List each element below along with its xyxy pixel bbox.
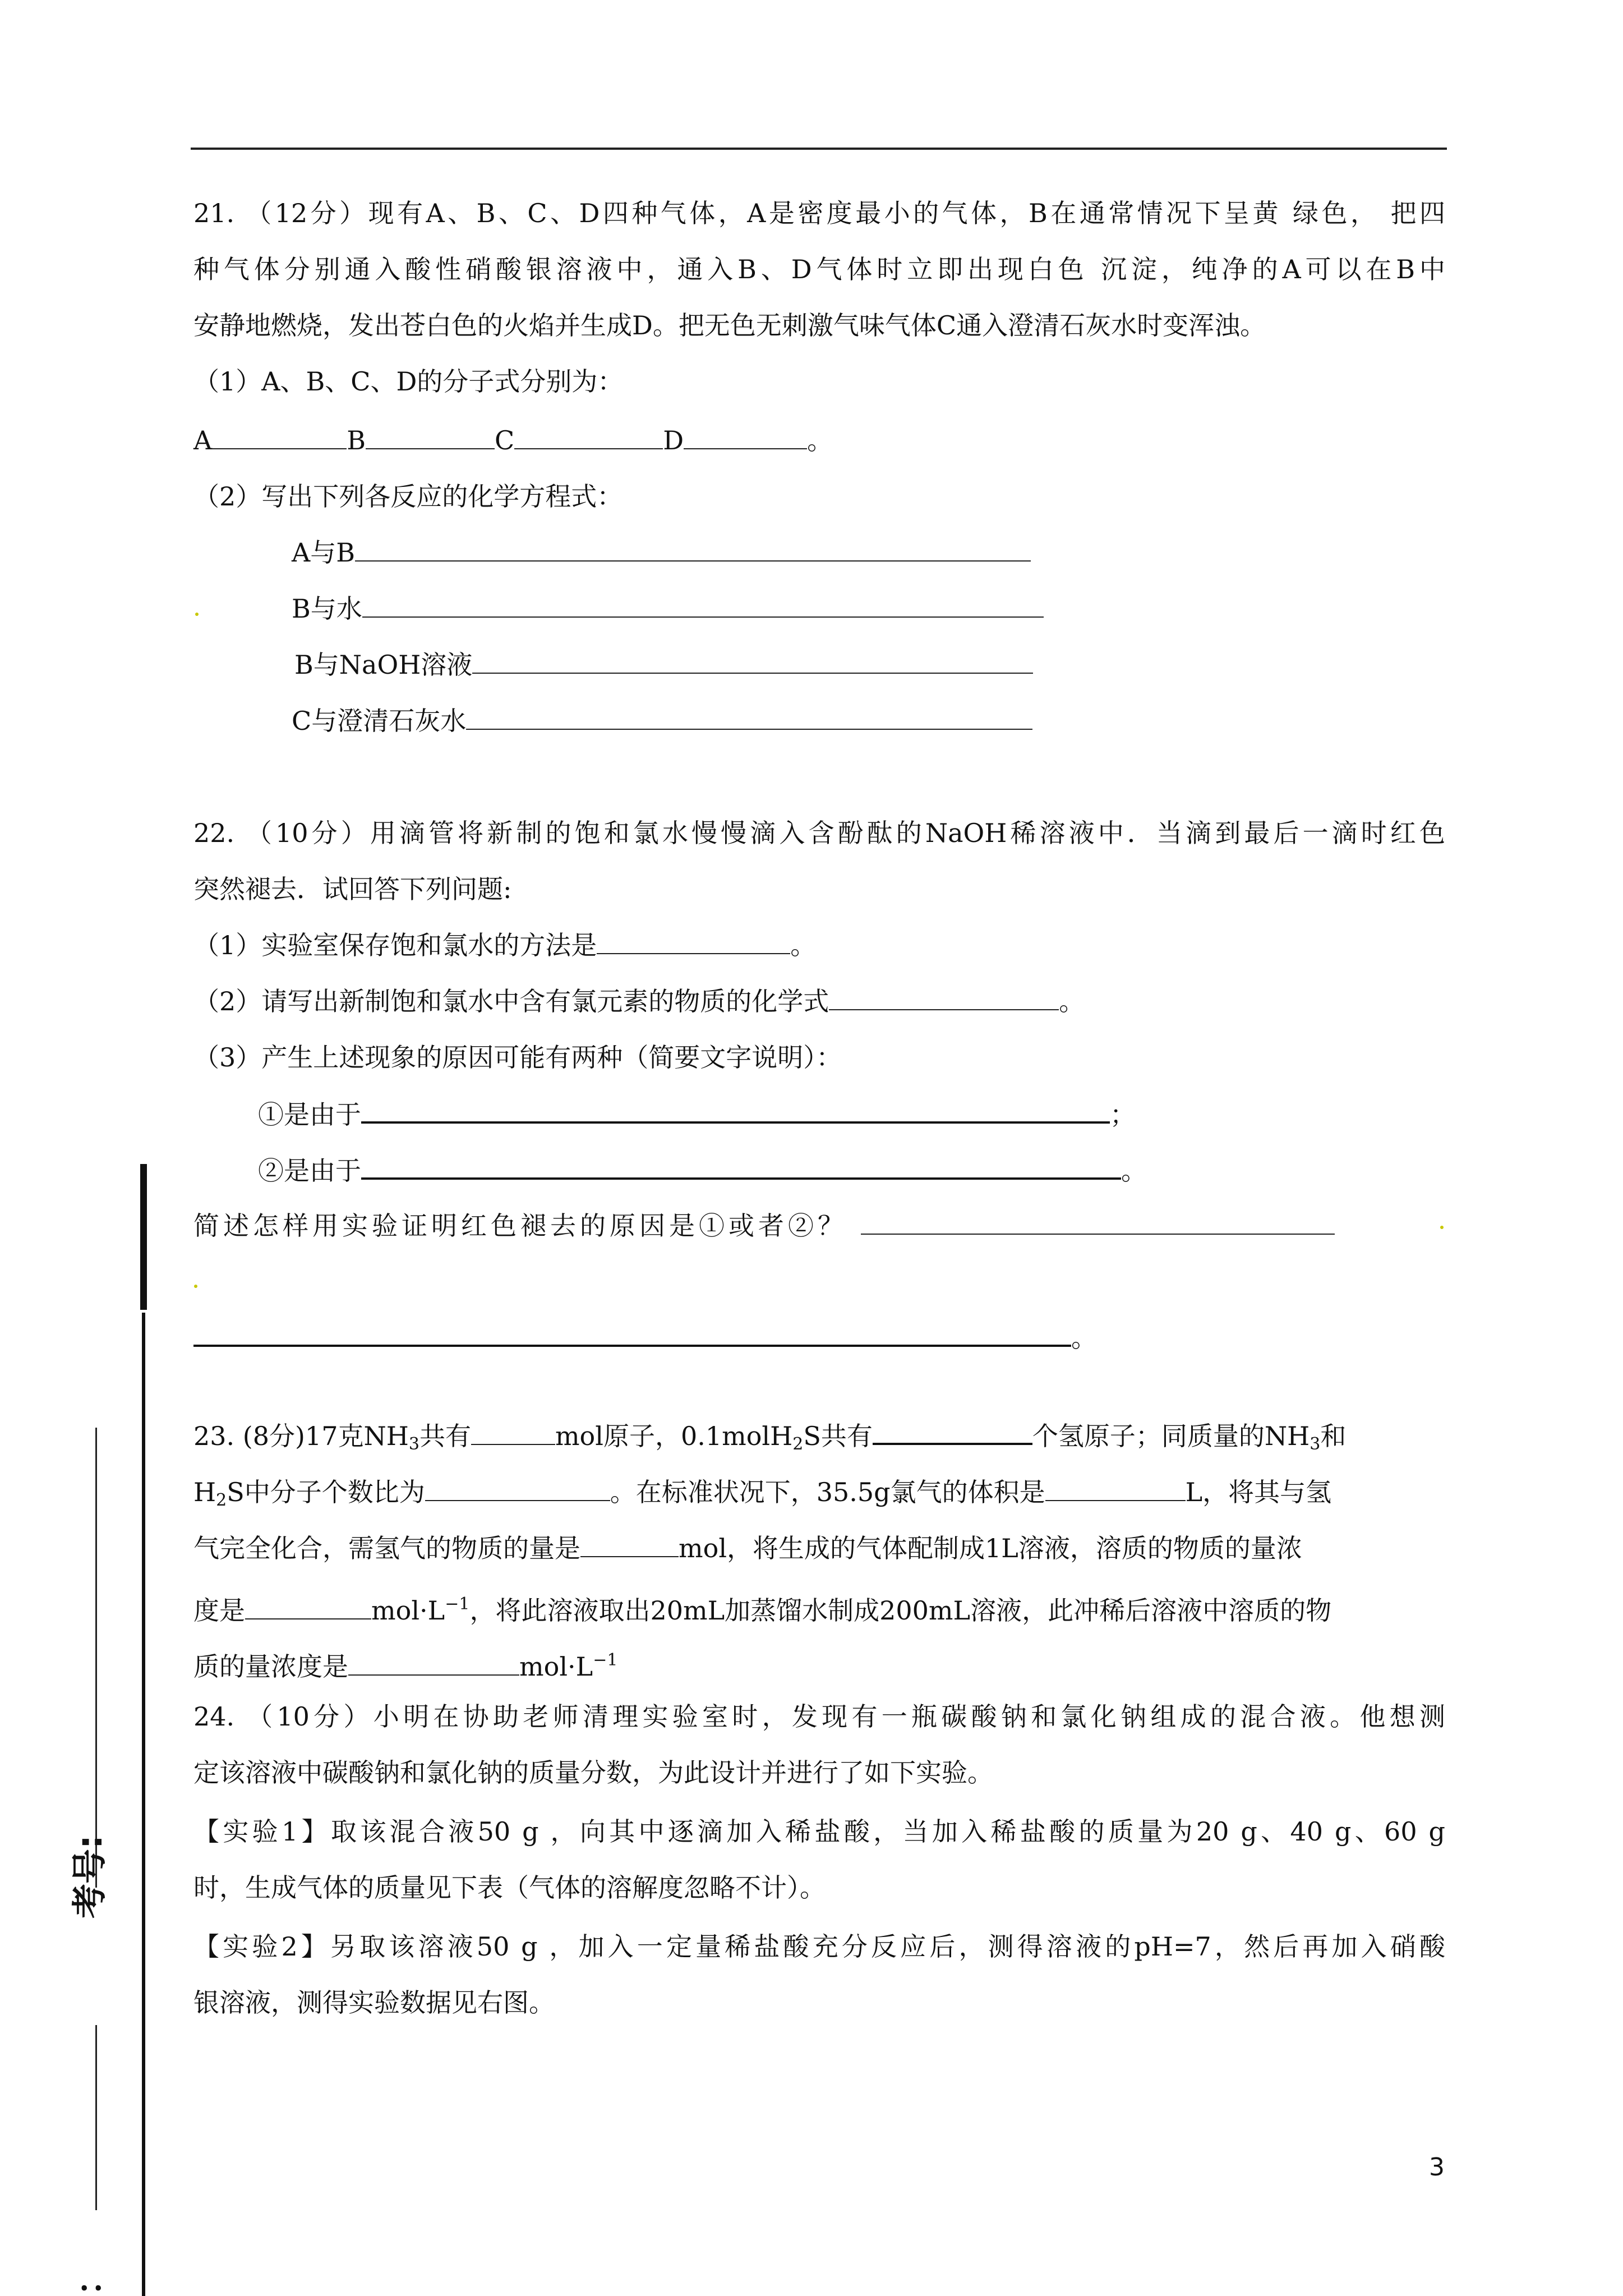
q21-reaction-2: B与水 xyxy=(292,592,1044,625)
q24-experiment-2: 【实验2】另取该溶液50 g ，加入一定量稀盐酸充分反应后，测得溶液的pH=7，然后再加入硝酸 xyxy=(193,1931,1445,1962)
q21-reaction-4: C与澄清石灰水 xyxy=(292,704,1032,738)
blank-reaction-1[interactable] xyxy=(355,560,1031,562)
blank-molecule-ratio[interactable] xyxy=(425,1499,610,1501)
speck-mark xyxy=(1440,1226,1444,1229)
exam-number-label: 考号: xyxy=(69,1835,110,1918)
blank-concentration-2[interactable] xyxy=(348,1674,519,1676)
q22-part-3: （3）产生上述现象的原因可能有两种（简要文字说明）： xyxy=(193,1042,842,1073)
q24-line-2: 定该溶液中碳酸钠和氯化钠的质量分数，为此设计并进行了如下实验。 xyxy=(193,1757,993,1788)
blank-storage-method[interactable] xyxy=(597,953,790,954)
q22-cause-2: ②是由于 。 xyxy=(258,1156,1147,1186)
blank-a[interactable] xyxy=(212,448,347,449)
margin-bar xyxy=(142,1313,145,2296)
q23-line-2: $H_2S$中分子个数比为 。在标准状况下，35.5g氯气的体积是 L，将其与氢 xyxy=(193,1477,1332,1510)
q22-part-1: （1）实验室保存饱和氯水的方法是 。 xyxy=(193,930,817,960)
q21-line-2: 种气体分别通入酸性硝酸银溶液中，通入B、D气体时立即出现白色 沉淀，纯净的A可以在B中 xyxy=(193,254,1445,284)
blank-c[interactable] xyxy=(514,448,663,449)
page-number: 3 xyxy=(1429,2153,1445,2182)
margin-answer-line xyxy=(95,1428,97,1888)
blank-cause-1[interactable] xyxy=(361,1121,1110,1124)
blank-concentration-1[interactable] xyxy=(245,1618,371,1619)
q21-part-2: （2）写出下列各反应的化学方程式： xyxy=(193,481,623,512)
q23-line-1: 23. (8分)17克$NH_3$共有 mol原子，0.1molH$_2$S共有 个氢原子；同质量的$NH_3$和 xyxy=(193,1421,1347,1454)
q21-formula-blanks: A B C D 。 xyxy=(193,425,833,455)
q22-line-2: 突然褪去．试回答下列问题: xyxy=(193,874,512,904)
blank-reaction-3[interactable] xyxy=(472,672,1033,674)
q21-part-1: （1）A、B、C、D的分子式分别为： xyxy=(193,366,624,397)
blank-chemical-formula[interactable] xyxy=(829,1009,1059,1010)
q21-line-1: 21. （12分）现有A、B、C、D四种气体，A是密度最小的气体，B在通常情况下呈黄 绿色， 把四 xyxy=(193,198,1445,228)
margin-answer-line xyxy=(95,2025,97,2210)
q22-cause-1: ①是由于 ； xyxy=(258,1099,1136,1130)
blank-h2-amount[interactable] xyxy=(580,1556,679,1557)
q22-part-2: （2）请写出新制饱和氯水中含有氯元素的物质的化学式 。 xyxy=(193,986,1085,1016)
q22-line-1: 22. （10分）用滴管将新制的饱和氯水慢慢滴入含酚酞的NaOH稀溶液中．当滴到最后一滴时红色 xyxy=(193,818,1445,848)
blank-experiment-2[interactable] xyxy=(193,1344,1071,1347)
blank-mol-atoms[interactable] xyxy=(471,1443,555,1445)
blank-b[interactable] xyxy=(366,448,495,449)
speck-mark xyxy=(195,613,199,616)
blank-reaction-2[interactable] xyxy=(362,616,1044,618)
margin-label-fragment: ： xyxy=(69,2261,110,2296)
q24-line-4: 时，生成气体的质量见下表（气体的溶解度忽略不计）。 xyxy=(193,1872,826,1903)
margin-bar xyxy=(140,1164,147,1310)
q21-reaction-3: B与NaOH溶液 xyxy=(294,648,1033,682)
q23-line-5: 质的量浓度是 $mol\cdot L^{-1}$ xyxy=(193,1650,618,1682)
q22-answer-line: 。 xyxy=(193,1321,1097,1355)
q24-experiment-1: 【实验1】取该混合液50 g ，向其中逐滴加入稀盐酸，当加入稀盐酸的质量为20 g、40 g、60 g xyxy=(193,1816,1445,1847)
blank-experiment-1[interactable] xyxy=(861,1233,1335,1235)
q23-line-4: 度是 $mol\cdot L^{-1}$，将此溶液取出20mL加蒸馏水制成200mL溶液，此冲稀后溶液中溶质的物 xyxy=(193,1594,1332,1626)
blank-reaction-4[interactable] xyxy=(466,728,1032,730)
blank-volume[interactable] xyxy=(1045,1499,1186,1501)
q21-line-3: 安静地燃烧，发出苍白色的火焰并生成D。把无色无刺激气味气体C通入澄清石灰水时变浑浊。 xyxy=(193,310,1266,341)
header-rule xyxy=(191,148,1447,150)
blank-h-atoms[interactable] xyxy=(873,1442,1032,1445)
blank-cause-2[interactable] xyxy=(361,1177,1121,1180)
blank-d[interactable] xyxy=(684,448,807,449)
speck-mark xyxy=(194,1285,197,1288)
q24-line-1: 24. （10分）小明在协助老师清理实验室时，发现有一瓶碳酸钠和氯化钠组成的混合液。他想测 xyxy=(193,1701,1445,1732)
q22-question: 简述怎样用实验证明红色褪去的原因是①或者②？ xyxy=(193,1209,1335,1243)
q21-reaction-1: A与B xyxy=(292,536,1031,569)
q23-line-3: 气完全化合，需氢气的物质的量是 mol，将生成的气体配制成1L溶液，溶质的物质的量浓 xyxy=(193,1533,1302,1563)
q24-line-6: 银溶液，测得实验数据见右图。 xyxy=(193,1987,555,2018)
